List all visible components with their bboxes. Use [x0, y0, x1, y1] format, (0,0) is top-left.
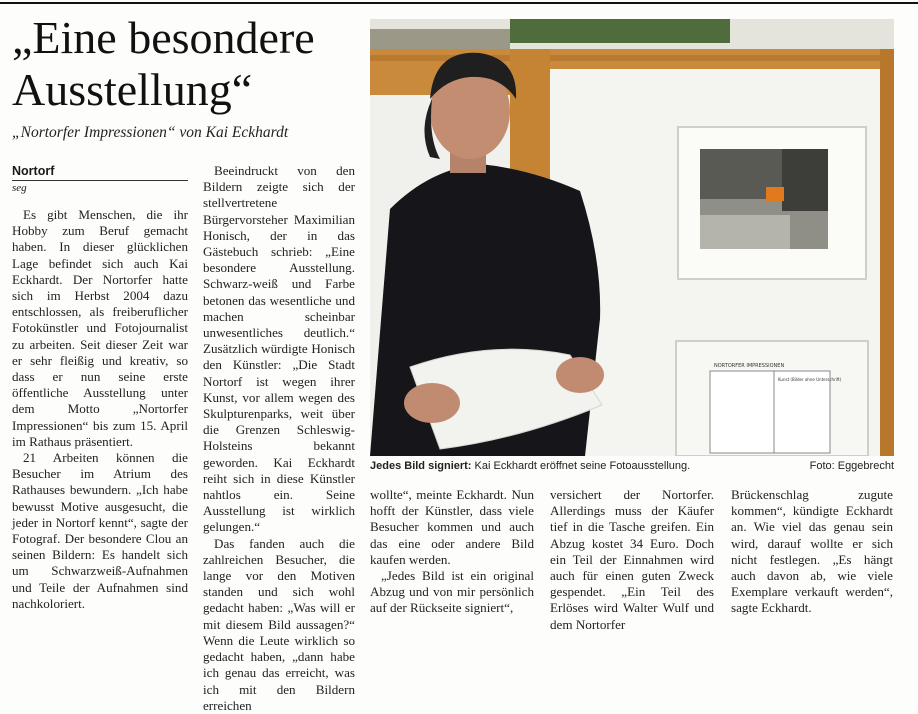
- dateline: Nortorf: [12, 164, 55, 178]
- paragraph: „Jedes Bild ist ein original Abzug und von mir persönlich auf der Rückseite signiert“,: [370, 568, 534, 616]
- caption-lead: Jedes Bild signiert:: [370, 460, 472, 472]
- paragraph: Das fanden auch die zahlreichen Besucher, die lange vor den Motiven standen und sich wohl gedacht haben: „Was will er mit diesem Bild aussagen?“ Wenn die Leute wirklich so gedacht haben, „dann habe ich genau das erreicht, was ich mit den Bildern erreichen: [203, 535, 355, 713]
- poster-title: NORTORFER IMPRESSIONEN: [714, 363, 785, 369]
- top-rule: [0, 2, 918, 4]
- paragraph: wollte“, meinte Eckhardt. Nun hofft der Künstler, dass viele Besucher kommen und auch das eine oder andere Bild kaufen werden.: [370, 487, 534, 567]
- paragraph: Es gibt Menschen, die ihr Hobby zum Beruf gemacht haben. In dieser glücklichen Lage befindet sich auch Kai Eckhardt. Der Nortorfer hatte sich im Herbst 2004 dazu entschlossen, als freiberuflicher Fotokünstler und Fotojournalist zu arbeiten. Seit dieser Zeit war er sehr fleißig und kreativ, so dass er nun seine erste öffentliche Ausstellung unter dem Motto „Nortorfer Impressionen“ bis zum 15. April im Rathaus präsentiert.: [12, 207, 188, 449]
- paragraph: Beeindruckt von den Bildern zeigte sich der stellvertretene Bürgervorsteher Maximilian Honisch, der in das Gästebuch schrieb: „Eine besondere Ausstellung. Schwarz-weiß und Farbe betonen das wesentliche und machen scheinbar unwesentliches deutlich.“ Zusätzlich würdigte Honisch den Künstler: „Die Stadt Nortorf ist wegen ihrer Kunst, vor allem wegen des Skulpturenparks, weit über die Grenzen Schleswig-Holsteins bekannt geworden. Kai Eckhardt reiht sich in diese Künstler nahtlos ein. Seine Ausstellung ist wirklich gelungen.“: [203, 163, 355, 535]
- author-byline: seg: [12, 182, 27, 194]
- column-3: [370, 487, 534, 617]
- headline-line-2: Ausstellung“: [12, 64, 253, 115]
- poster-subtitle: Kunst (Bilder ohne Unterschrift): [778, 377, 842, 382]
- paragraph: versichert der Nortorfer. Allerdings muss der Käufer tief in die Tasche greifen. Ein Abzug kostet 34 Euro. Doch ein Teil der Einnahmen wird auch für einen guten Zweck gespendet. „Ein Teil des Erlöses wird Walter Wulf und dem Nortorfer: [550, 487, 714, 632]
- column-5: [731, 487, 893, 617]
- subheadline: „Nortorfer Impressionen“ von Kai Eckhardt: [12, 124, 289, 141]
- headline: [12, 12, 362, 116]
- article-photo: [370, 19, 894, 456]
- column-1: [12, 207, 188, 612]
- paragraph: Brückenschlag zugute kommen“, kündigte Eckhardt an. Wie viel das genau sein wird, darauf wollte er sich nicht festlegen. „Es hängt auch davon ab, wie viele Exemplare verkauft werden“, sagte Eckhardt.: [731, 487, 893, 616]
- paragraph: 21 Arbeiten können die Besucher im Atrium des Rathauses bewundern. „Ich habe bewusst Motive ausgesucht, die jeder in Nortorf kennt“, sagte der Fotograf. Der besondere Clou an seinen Bildern: Es handelt sich um Schwarzweiß-Aufnahmen und Teile der Aufnahmen sind nachkoloriert.: [12, 450, 188, 611]
- photo-illustration: [370, 19, 894, 456]
- caption-text: Kai Eckhardt eröffnet seine Fotoausstellung.: [471, 460, 691, 472]
- column-2: [203, 163, 355, 714]
- column-4: [550, 487, 714, 633]
- photo-credit: Foto: Eggebrecht: [809, 460, 894, 472]
- dateline-rule: [12, 180, 188, 181]
- headline-line-1: „Eine besondere: [12, 12, 315, 63]
